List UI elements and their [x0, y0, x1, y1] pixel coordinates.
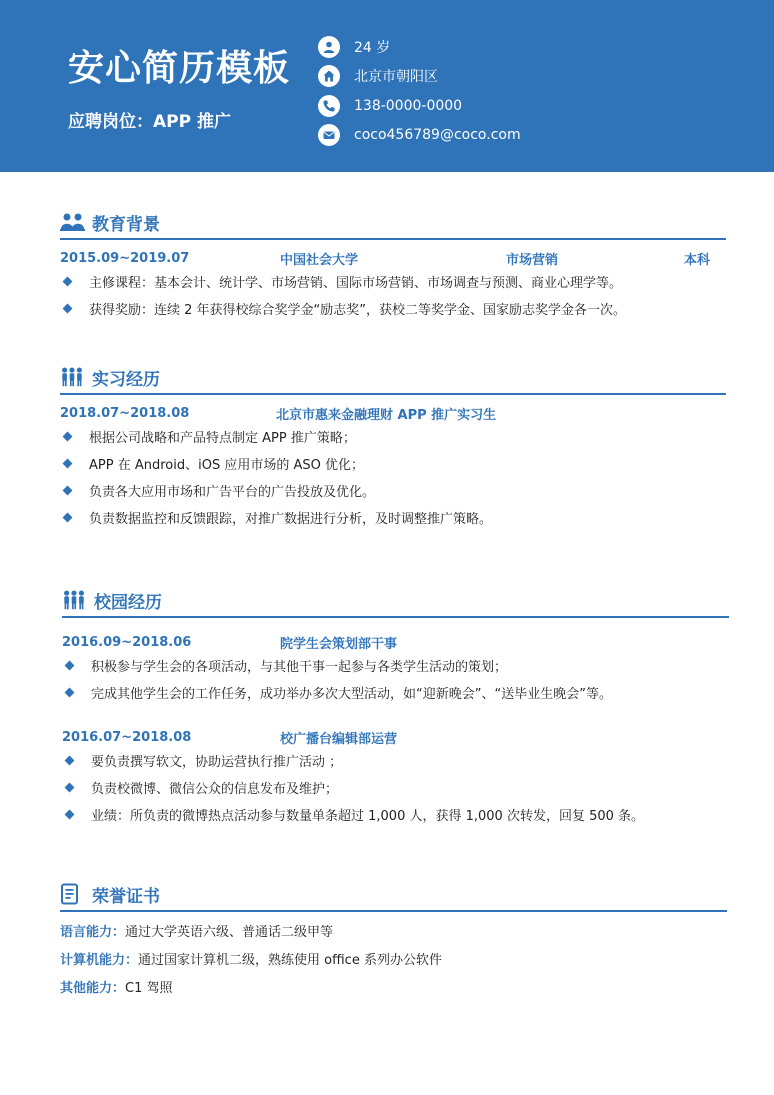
contact-phone — [318, 91, 521, 121]
campus-entry-header — [62, 632, 729, 652]
section-divider — [60, 238, 726, 240]
diamond-bullet-icon — [63, 486, 73, 496]
internship-role: 北京市惠来金融理财 APP 推广实习生 — [276, 407, 497, 423]
list-item: 负责校微博、微信公众的信息发布及维护； — [62, 774, 729, 801]
section-divider — [60, 910, 727, 912]
diamond-bullet-icon — [65, 688, 75, 698]
phone-icon — [318, 95, 340, 117]
honor-text: 通过大学英语六级、普通话二级甲等 — [125, 924, 334, 940]
list-item: 要负责撰写软文，协助运营执行推广活动 ； — [62, 747, 729, 774]
diamond-bullet-icon — [63, 432, 73, 442]
section-title — [60, 364, 726, 390]
section-divider — [60, 393, 726, 395]
list-item: 负责各大应用市场和广告平台的广告投放及优化。 — [60, 477, 726, 504]
major: 市场营销 — [506, 252, 559, 268]
education-period: 2015.09~2019.07 — [60, 250, 190, 266]
diamond-bullet-icon — [65, 810, 75, 820]
internship-header-row — [60, 403, 726, 423]
campus-period: 2016.07~2018.08 — [62, 729, 192, 745]
internship-section — [60, 364, 726, 531]
honor-row — [60, 972, 727, 1000]
diamond-bullet-icon — [63, 459, 73, 469]
school-name: 中国社会大学 — [280, 252, 359, 268]
internship-period: 2018.07~2018.08 — [60, 405, 190, 421]
diamond-bullet-icon — [63, 277, 73, 287]
contact-text: coco456789@coco.com — [354, 127, 521, 144]
people-icon — [62, 589, 88, 611]
mail-icon — [318, 124, 340, 146]
campus-section — [62, 587, 729, 828]
honor-row — [60, 916, 727, 944]
education-header-row — [60, 248, 726, 268]
contact-email — [318, 121, 521, 151]
section-title-text: 荣誉证书 — [92, 886, 160, 907]
list-item: 获得奖励：连续 2 年获得校综合奖学金“励志奖”，获校二等奖学金、国家励志奖学金各一次。 — [60, 295, 726, 322]
list-item: 主修课程：基本会计、统计学、市场营销、国际市场营销、市场调查与预测、商业心理学等。 — [60, 268, 726, 295]
section-title-text: 校园经历 — [94, 592, 162, 613]
campus-role: 校广播台编辑部运营 — [280, 731, 398, 747]
contact-text: 北京市朝阳区 — [354, 69, 438, 86]
diamond-bullet-icon — [63, 513, 73, 523]
honors-section — [60, 881, 727, 1000]
job-position: 应聘岗位：APP 推广 — [68, 112, 231, 132]
list-item: 积极参与学生会的各项活动，与其他干事一起参与各类学生活动的策划； — [62, 652, 729, 679]
person-icon — [318, 36, 340, 58]
section-divider — [62, 616, 729, 618]
home-icon — [318, 65, 340, 87]
section-title-text: 教育背景 — [92, 214, 160, 235]
contact-list — [318, 32, 521, 150]
diamond-bullet-icon — [63, 304, 73, 314]
campus-period: 2016.09~2018.06 — [62, 634, 192, 650]
honor-label: 计算机能力： — [60, 952, 139, 968]
honor-row — [60, 944, 727, 972]
campus-role: 院学生会策划部干事 — [280, 636, 398, 652]
contact-address — [318, 62, 521, 92]
resume-header — [0, 0, 774, 172]
honor-text: 通过国家计算机二级，熟练使用 office 系列办公软件 — [138, 952, 442, 968]
list-item: 根据公司战略和产品特点制定 APP 推广策略； — [60, 423, 726, 450]
diamond-bullet-icon — [65, 756, 75, 766]
diamond-bullet-icon — [65, 783, 75, 793]
certificate-icon — [60, 883, 86, 905]
section-title — [60, 209, 726, 235]
education-section — [60, 209, 726, 322]
contact-age — [318, 32, 521, 62]
diamond-bullet-icon — [65, 661, 75, 671]
section-title — [62, 587, 729, 613]
contact-text: 24 岁 — [354, 39, 391, 56]
people-icon — [60, 366, 86, 388]
honor-text: C1 驾照 — [125, 980, 173, 996]
contact-text: 138-0000-0000 — [354, 97, 463, 114]
honor-label: 其他能力： — [60, 980, 126, 996]
section-title-text: 实习经历 — [92, 369, 160, 390]
list-item: 完成其他学生会的工作任务，成功举办多次大型活动，如“迎新晚会”、“送毕业生晚会”等。 — [62, 679, 729, 706]
list-item: 业绩：所负责的微博热点活动参与数量单条超过 1,000 人，获得 1,000 次转发，回复 500 条。 — [62, 801, 729, 828]
list-item: APP 在 Android、iOS 应用市场的 ASO 优化； — [60, 450, 726, 477]
honor-label: 语言能力： — [60, 924, 126, 940]
list-item: 负责数据监控和反馈跟踪，对推广数据进行分析，及时调整推广策略。 — [60, 504, 726, 531]
resume-name: 安心简历模板 — [68, 48, 291, 89]
students-icon — [60, 211, 86, 233]
section-title — [60, 881, 727, 907]
degree: 本科 — [684, 252, 711, 268]
campus-entry-header — [62, 727, 729, 747]
